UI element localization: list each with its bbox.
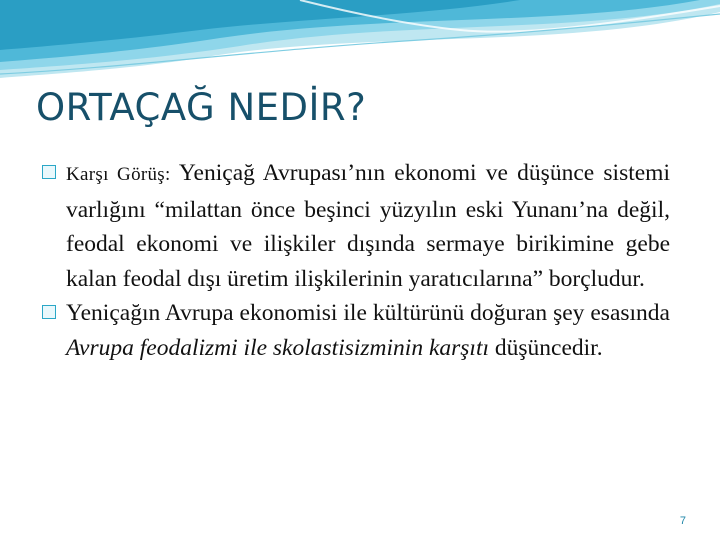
bullet-paragraph: [42, 296, 670, 365]
page-number: 7: [679, 515, 686, 527]
square-bullet-icon: [42, 305, 56, 319]
bullet-paragraph: [42, 156, 670, 296]
paragraph-tail-text: düşüncedir.: [489, 334, 603, 361]
slide-title: ORTAÇAĞ NEDİR?: [36, 86, 367, 129]
square-bullet-icon: [42, 165, 56, 179]
decorative-wave-header: [0, 0, 720, 80]
paragraph-text: Yeniçağ Avrupası’nın ekonomi ve düşünce sistemi varlığını “milattan önce beşinci yüzyılın eski Yunanı’na değil, feodal ekonomi ve ilişkiler dışında sermaye birikimine gebe kalan feodal dışı üretim ilişkilerinin yaratıcılarına” borçludur.: [66, 160, 670, 292]
paragraph-text: Yeniçağın Avrupa ekonomisi ile kültürünü doğuran şey esasında: [66, 300, 670, 327]
paragraph-lead: Karşı Görüş:: [66, 164, 171, 185]
slide-body: [42, 156, 670, 366]
paragraph-italic-text: Avrupa feodalizmi ile skolastisizminin karşıtı: [66, 334, 489, 361]
